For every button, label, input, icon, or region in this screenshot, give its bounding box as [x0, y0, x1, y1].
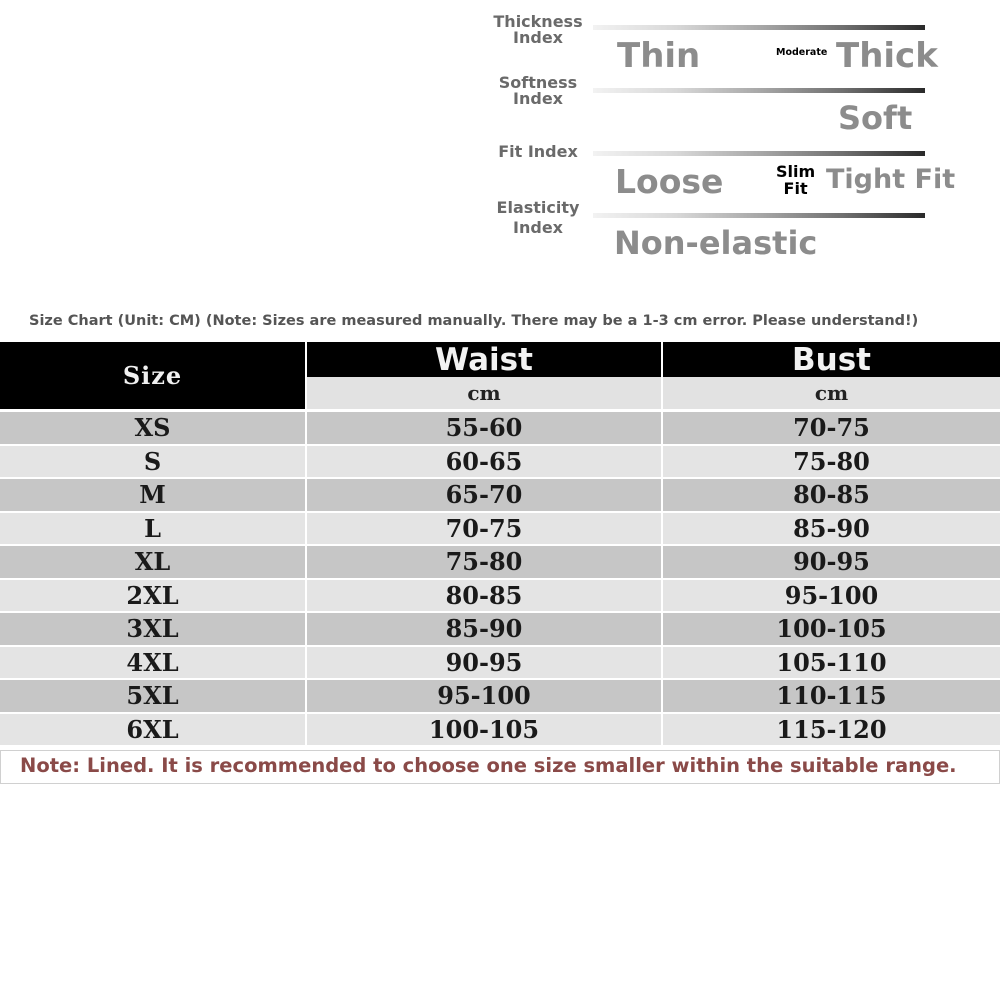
- elasticity-index-label: [483, 198, 593, 238]
- elasticity-label-line2: Index: [513, 218, 563, 237]
- cell-waist-2xl: 80-85: [307, 580, 661, 612]
- cell-bust-3xl: 100-105: [663, 613, 1000, 645]
- thickness-label-line1: Thickness: [493, 12, 583, 31]
- cell-waist-3xl: 85-90: [307, 613, 661, 645]
- cell-bust-xs: 70-75: [663, 412, 1000, 444]
- cell-size-5xl: 5XL: [0, 680, 305, 712]
- cell-size-6xl: 6XL: [0, 714, 305, 746]
- size-chart-caption: Size Chart (Unit: CM) (Note: Sizes are measured manually. There may be a 1-3 cm error. Please understand!): [29, 313, 919, 329]
- cell-bust-xl: 90-95: [663, 546, 1000, 578]
- cell-bust-2xl: 95-100: [663, 580, 1000, 612]
- size-note: Note: Lined. It is recommended to choose one size smaller within the suitable range.: [20, 754, 957, 777]
- thickness-low-label: Thin: [617, 36, 701, 76]
- elasticity-scale-bar: [593, 213, 925, 218]
- cell-bust-s: 75-80: [663, 446, 1000, 478]
- cell-size-m: M: [0, 479, 305, 511]
- bust-unit-header: cm: [663, 377, 1000, 409]
- thickness-high-label: Thick: [836, 36, 938, 76]
- fit-index-label: Fit Index: [498, 142, 578, 161]
- fit-scale-bar: [593, 151, 925, 156]
- softness-label-line1: Softness: [498, 73, 578, 92]
- cell-size-3xl: 3XL: [0, 613, 305, 645]
- fit-mid-line2: Fit: [783, 179, 808, 198]
- cell-waist-5xl: 95-100: [307, 680, 661, 712]
- softness-label-line2: Index: [513, 89, 563, 108]
- softness-scale-bar: [593, 88, 925, 93]
- cell-bust-l: 85-90: [663, 513, 1000, 545]
- cell-waist-xs: 55-60: [307, 412, 661, 444]
- fit-low-label: Loose: [615, 162, 724, 201]
- size-chart-table: [0, 342, 1000, 750]
- cell-size-xs: XS: [0, 412, 305, 444]
- bust-column-header: Bust: [663, 342, 1000, 377]
- softness-high-label: Soft: [838, 99, 913, 137]
- cell-waist-4xl: 90-95: [307, 647, 661, 679]
- cell-bust-6xl: 115-120: [663, 714, 1000, 746]
- elasticity-low-label: Non-elastic: [614, 224, 818, 262]
- thickness-mid-label: Moderate: [776, 47, 828, 58]
- cell-size-2xl: 2XL: [0, 580, 305, 612]
- waist-unit-header: cm: [307, 377, 661, 409]
- cell-bust-4xl: 105-110: [663, 647, 1000, 679]
- thickness-index-label: [483, 14, 593, 46]
- cell-waist-xl: 75-80: [307, 546, 661, 578]
- fit-mid-line1: Slim: [776, 162, 816, 181]
- softness-index-label: [483, 75, 593, 107]
- waist-column-header: Waist: [307, 342, 661, 377]
- elasticity-label-line1: Elasticity: [496, 198, 580, 217]
- cell-size-xl: XL: [0, 546, 305, 578]
- cell-waist-s: 60-65: [307, 446, 661, 478]
- fit-high-label: Tight Fit: [826, 164, 956, 195]
- fit-mid-label: [776, 163, 815, 197]
- cell-bust-5xl: 110-115: [663, 680, 1000, 712]
- cell-size-4xl: 4XL: [0, 647, 305, 679]
- cell-waist-m: 65-70: [307, 479, 661, 511]
- cell-waist-6xl: 100-105: [307, 714, 661, 746]
- cell-size-s: S: [0, 446, 305, 478]
- cell-waist-l: 70-75: [307, 513, 661, 545]
- thickness-scale-bar: [593, 25, 925, 30]
- cell-size-l: L: [0, 513, 305, 545]
- size-column-header: Size: [0, 342, 305, 409]
- thickness-label-line2: Index: [513, 28, 563, 47]
- cell-bust-m: 80-85: [663, 479, 1000, 511]
